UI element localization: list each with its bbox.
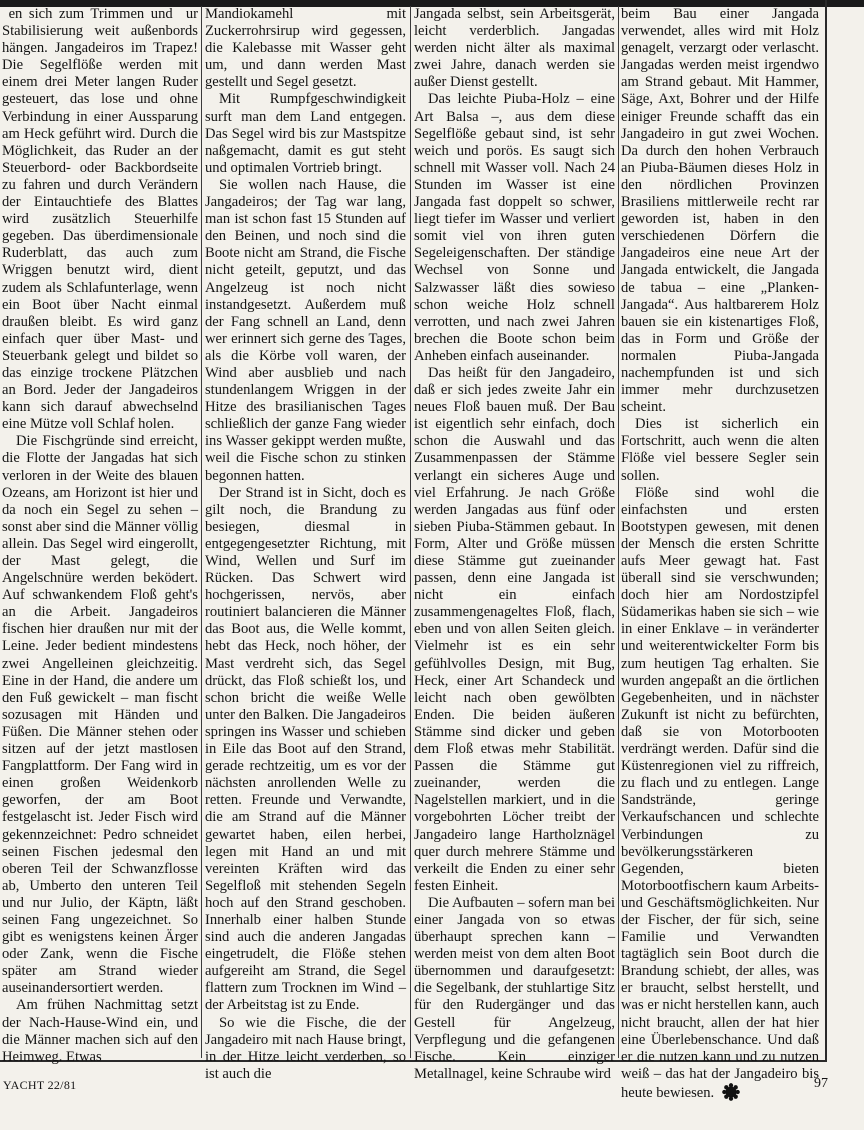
column-divider [618,6,619,1058]
article-column-1 [2,6,198,1065]
paragraph: Am frühen Nachmittag setzt der Nach-Hause-Wind ein, und die Männer machen sich auf den Heimweg. Etwas [2,997,198,1065]
paragraph: Jangada selbst, sein Arbeitsgerät, leicht verderblich. Jangadas werden nicht älter als maximal zwei Jahre, danach werden sie außer Dienst gestellt. [414,6,615,91]
paragraph: Das heißt für den Jangadeiro, daß er sich jedes zweite Jahr ein neues Floß bauen muß. Der Bau ist eigentlich sehr einfach, doch schon die Auswahl und das Zusammenpassen der Stämme verlangt ein sicheres Auge und viel Erfahrung. Je nach Größe werden Jangadas aus fünf oder sieben Piuba-Stämmen gebaut. In Form, Alter und Größe müssen diese Stämme gut zueinander passen, denn eine Jangada ist nicht ein einfach zusammengenageltes Floß, flach, eben und von allen Seiten gleich. Vielmehr ist es ein sehr gefühlvolles Design, mit Bug, Heck, einer Art Schandeck und leicht nach oben gewölbten Enden. Die beiden äußeren Stämme sind dicker und geben dem Floß etwas mehr Stabilität. Passen die Stämme gut zueinander, werden die Nagelstellen markiert, und in die vorgebohrten Löcher treibt der Jangadeiro lange Hartholznägel quer durch mehrere Stämme und verkeilt die Enden zu einer sehr festen Einheit. [414,364,615,894]
paragraph: en sich zum Trimmen und ur Stabilisierung weit außenbords hängen. Jangadeiros im Trapez! Die Segelflöße werden mit einem drei Meter langen Ruder gesteuert, das lose und ohne Verbindung in einer Aussparung am Heck geführt wird. Durch die Möglichkeit, das Ruder an der Steuerbord- oder Backbordseite zu fahren und durch Verändern der Eintauchtiefe des Blattes wird zusätzlich Steuerhilfe gegeben. Das überdimensionale Ruderblatt, das auch zum Wriggen benutzt wird, dient zudem als Schlafunterlage, wenn ein Boot über Nacht einmal draußen bleibt. Es wird ganz einfach quer über Mast- und Steuerbank gelegt und bildet so das einzige trockene Plätzchen an Bord. Jeder der Jangadeiros kann sich darauf abwechselnd eine Mütze voll Schlaf holen. [2,6,198,433]
page-number: 97 [814,1076,828,1091]
paragraph: Mit Rumpfgeschwindigkeit surft man dem Land entgegen. Das Segel wird bis zur Mastspitze naßgemacht, damit es gut steht und optimalen Vortrieb bringt. [205,91,406,176]
article-column-2 [205,6,406,1082]
paragraph: Mandiokamehl mit Zuckerrohrsirup wird gegessen, die Kalebasse mit Wasser geht um, und dann werden Mast gestellt und Segel gesetzt. [205,6,406,91]
paragraph-text: Flöße sind wohl die einfachsten und ersten Bootstypen gewesen, mit denen der Mensch die ersten Schritte aufs Meer gewagt hat. Fast überall sind sie verschwunden; doch hier am Nordostzipfel Südamerikas haben sie sich – wie in einer Enklave – in veränderter und weiterentwickelter Form bis zum heutigen Tag erhalten. Sie wurden angepaßt an die örtlichen Gegebenheiten, und in nächster Zukunft ist nicht zu befürchten, daß sie von Motorbooten verdrängt werden. Dafür sind die Küstenregionen viel zu riffreich, zu flach und zu entlegen. Lange Sandstrände, geringe Verkaufschancen und schlechte Verbindungen zu bevölkerungsstärkeren Gegenden, bieten Motorbootfischern kaum Arbeits- und Geschäftsmöglichkeiten. Nur der Fischer, der für sich, seine Familie und Verwandten tagtäglich sein Boot durch die Brandung schiebt, der alles, was er braucht, selbst herstellt, und was er nicht herstellen kann, auch nicht braucht, allen der hat hier eine Überlebenschance. Und daß er die nutzen kann und zu nutzen weiß – das hat der Jangadeiro bis heute bewiesen. [621,484,819,1101]
paragraph [621,485,819,1102]
paragraph: Sie wollen nach Hause, die Jangadeiros; der Tag war lang, man ist schon fast 15 Stunden auf den Beinen, und noch sind die Boote nicht am Strand, die Fische nicht geteilt, geputzt, und das Angelzeug ist noch nicht instandgesetzt. Außerdem muß der Fang schnell an Land, denn wer erinnert sich gerne des Tages, als die Körbe voll waren, der Wind aber ausblieb und nach stundenlangem Wriggen in der Hitze des brasilianischen Tages schließlich der ganze Fang wieder ins Wasser gekippt werden mußte, weil die Fische schon zu stinken begonnen hatten. [205,176,406,484]
magazine-issue: YACHT 22/81 [3,1078,77,1092]
right-border [825,0,827,1062]
paragraph: Die Aufbauten – sofern man bei einer Jangada von so etwas überhaupt sprechen kann – werden meist von dem alten Boot übernommen und daraufgesetzt: die Segelbank, der stuhlartige Sitz für den Rudergänger und das Gestell für Angelzeug, Verpflegung und die gefangenen Fische. Kein einziger Metallnagel, keine Schraube wird [414,894,615,1082]
paragraph: So wie die Fische, die der Jangadeiro mit nach Hause bringt, in der Hitze leicht verderben, so ist auch die [205,1014,406,1082]
column-divider [410,6,411,1058]
paragraph: beim Bau einer Jangada verwendet, alles wird mit Holz genagelt, verzargt oder verlascht. Jangadas werden meist irgendwo am Strand gebaut. Mit Hammer, Säge, Axt, Bohrer und der Hilfe einiger Freunde schafft das ein Jangadeiro in gut zwei Wochen. Da durch den hohen Verbrauch an Piuba-Bäumen dieses Holz in den nördlichen Provinzen Brasiliens mittlerweile recht rar geworden ist, haben in den verschiedenen Dörfern die Jangadeiros eine neue Art der Jangada entwickelt, die Jangada de tabua – eine „Planken-Jangada“. Aus haltbarerem Holz bauen sie ein kistenartiges Floß, das in Form und Größe der normalen Piuba-Jangada nachempfunden ist und sich immer mehr durchzusetzen scheint. [621,6,819,416]
paragraph: Dies ist sicherlich ein Fortschritt, auch wenn die alten Flöße viel bessere Segler sein sollen. [621,416,819,484]
paragraph: Der Strand ist in Sicht, doch es gilt noch, die Brandung zu besiegen, diesmal in entgegengesetzter Richtung, mit Wind, Wellen und Surf im Rücken. Das Schwert wird hochgerissen, nervös, aber routiniert balancieren die Männer das Boot aus, die Welle kommt, hebt das Heck, noch höher, der Mast verdreht sich, das Segel drückt, das Floß schießt los, und schon bricht die weiße Welle unter den Balken. Die Jangadeiros springen ins Wasser und schieben in Eile das Boot auf den Strand, gerade rechtzeitig, um es vor der nächsten anrollenden Welle zu retten. Freunde und Verwandte, die am Strand auf die Männer gewartet haben, eilen herbei, legen mit Hand an und mit vereinten Kräften wird das Segelfloß mit stehenden Segeln hoch auf den Strand geschoben. Innerhalb einer halben Stunde sind auch die anderen Jangadas eingetrudelt, die Flöße stehen aufgereiht am Strand, die Segel flattern zum Trocknen im Wind – der Arbeitstag ist zu Ende. [205,484,406,1014]
column-divider [201,6,202,1058]
article-end-mark-icon [722,1083,740,1101]
paragraph: Die Fischgründe sind erreicht, die Flotte der Jangadas hat sich verloren in der Weite des blauen Ozeans, am Horizont ist hier und da noch ein Segel zu sehen – sonst aber sind die Männer völlig allein. Das Segel wird eingerollt, der Mast gelegt, die Angelschnüre werden beködert. Auf schwankendem Floß geht's an die Arbeit. Jangadeiros fischen hier draußen nur mit der Leine. Jeder bedient mindestens zwei Angelleinen gleichzeitig. Eine in der Hand, die andere um den Fuß gewickelt – man fischt sozusagen mit Händen und Füßen. Die Männer stehen oder sitzen auf der jetzt mastlosen Fangplattform. Der Fang wird in einen großen Weidenkorb geworfen, der am Boot festgelascht ist. Jeder Fisch wird gekennzeichnet: Pedro schneidet seinen Fischen jedesmal den oberen Teil der Schwanzflosse ab, Umberto den unteren Teil und nur Julio, der Käptn, läßt seinen Fang ungezeichnet. So gibt es wenigstens keinen Ärger oder Zank, wenn die Fische später am Strand wieder auseinandersortiert werden. [2,433,198,997]
article-column-4 [621,6,819,1101]
paragraph: Das leichte Piuba-Holz – eine Art Balsa –, aus dem diese Segelflöße gebaut sind, ist sehr weich und porös. Es saugt sich schnell mit Wasser voll. Nach 24 Stunden im Wasser ist eine Jangada fast doppelt so schwer, liegt tiefer im Wasser und verliert somit viel von ihren guten Segeleigenschaften. Der ständige Wechsel von Sonne und Salzwasser läßt dies sowieso schon weiche Holz schnell verrotten, und nach zwei Jahren brechen die Boote schon beim Anheben einfach auseinander. [414,91,615,364]
article-column-3 [414,6,615,1082]
